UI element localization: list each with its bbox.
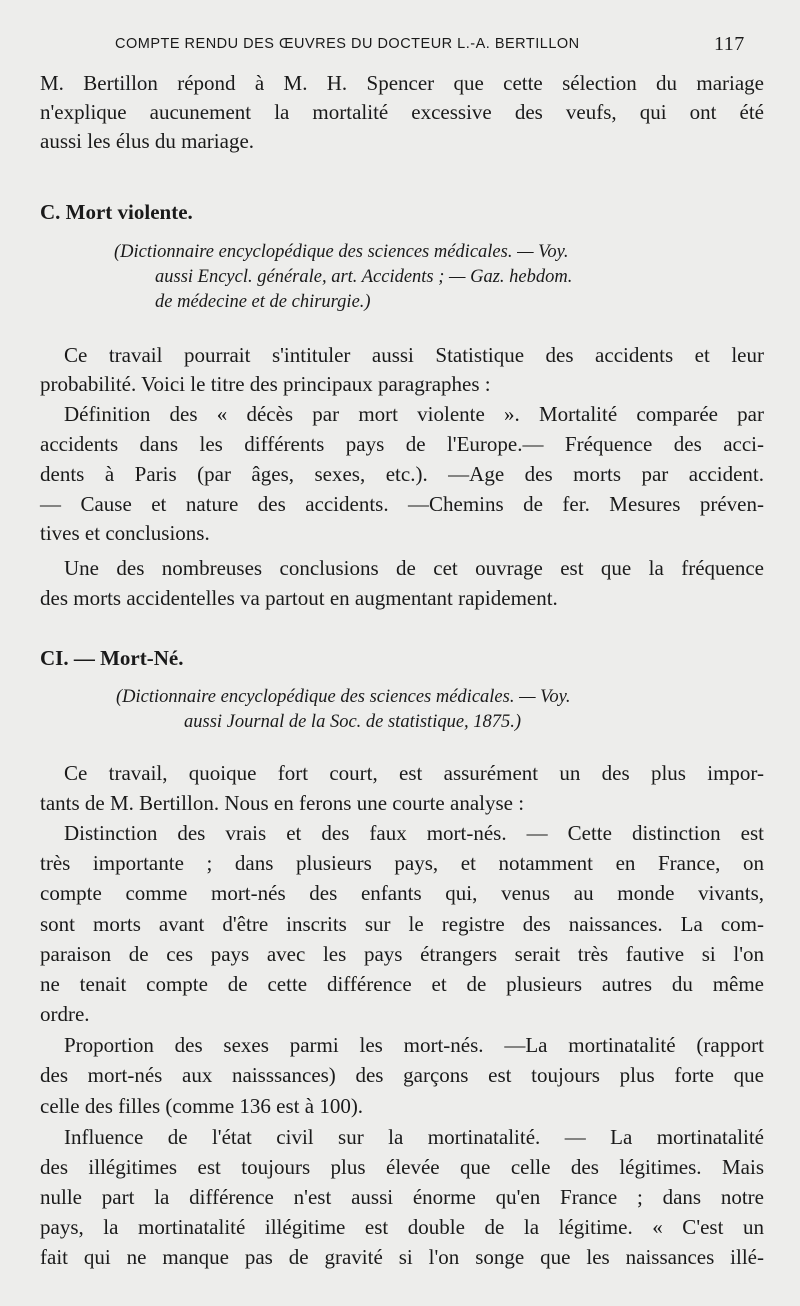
paragraph-line: des morts accidentelles va partout en augmentant rapidement. — [40, 586, 558, 610]
paragraph-line: probabilité. Voici le titre des principaux paragraphes : — [40, 372, 491, 396]
paragraph-line: ne tenait compte de cette différence et de plusieurs autres du même — [40, 972, 764, 996]
paragraph-line: fait qui ne manque pas de gravité si l'on songe que les naissances illé- — [40, 1245, 764, 1269]
page-number: 117 — [714, 33, 745, 55]
section-heading-mort-ne: CI. — Mort-Né. — [40, 646, 184, 670]
paragraph-line: accidents dans les différents pays de l'Europe.— Fréquence des acci- — [40, 432, 764, 456]
reference-line-1: (Dictionnaire encyclopédique des sciences médicales. — Voy. — [114, 242, 569, 262]
intro-line-3: aussi les élus du mariage. — [40, 129, 255, 153]
paragraph-line: des illégitimes est toujours plus élevée que celle des légitimes. Mais — [40, 1155, 764, 1179]
paragraph-line: celle des filles (comme 136 est à 100). — [40, 1094, 364, 1118]
paragraph-line: dents à Paris (par âges, sexes, etc.). —Age des morts par accident. — [40, 462, 764, 486]
paragraph-line: Distinction des vrais et des faux mort-nés. — Cette distinction est — [64, 821, 764, 845]
paragraph-line: Proportion des sexes parmi les mort-nés. —La mortinatalité (rapport — [64, 1033, 764, 1057]
paragraph-line: Influence de l'état civil sur la mortinatalité. — La mortinatalité — [64, 1125, 764, 1149]
paragraph-line: très importante ; dans plusieurs pays, et notamment en France, on — [40, 851, 764, 875]
paragraph-line: tants de M. Bertillon. Nous en ferons une courte analyse : — [40, 791, 525, 815]
paragraph-line: Définition des « décès par mort violente ». Mortalité comparée par — [64, 402, 764, 426]
paragraph-line: pays, la mortinatalité illégitime est double de la légitime. « C'est un — [40, 1215, 764, 1239]
paragraph-line: compte comme mort-nés des enfants qui, venus au monde vivants, — [40, 881, 764, 905]
paragraph-line: tives et conclusions. — [40, 521, 210, 545]
paragraph-line: paraison de ces pays avec les pays étrangers serait très fautive si l'on — [40, 942, 764, 966]
intro-line-2: n'explique aucunement la mortalité excessive des veufs, qui ont été — [40, 100, 764, 124]
paragraph-line: — Cause et nature des accidents. —Chemins de fer. Mesures préven- — [40, 492, 764, 516]
running-title: COMPTE RENDU DES ŒUVRES DU DOCTEUR L.-A. BERTILLON — [115, 36, 580, 52]
paragraph-line: Une des nombreuses conclusions de cet ouvrage est que la fréquence — [64, 556, 764, 580]
paragraph-line: des mort-nés aux naisssances) des garçons est toujours plus forte que — [40, 1063, 764, 1087]
page-header — [0, 33, 800, 60]
paragraph-line: Ce travail, quoique fort court, est assurément un des plus impor- — [64, 761, 764, 785]
intro-line-1: M. Bertillon répond à M. H. Spencer que cette sélection du mariage — [40, 71, 764, 95]
paragraph-line: sont morts avant d'être inscrits sur le registre des naissances. La com- — [40, 912, 764, 936]
reference-line-2: aussi Journal de la Soc. de statistique, 1875.) — [184, 712, 522, 732]
section-heading-mort-violente: C. Mort violente. — [40, 200, 193, 224]
paragraph-line: ordre. — [40, 1002, 90, 1026]
reference-line-2: aussi Encycl. générale, art. Accidents ; — Gaz. hebdom. — [155, 267, 573, 287]
reference-line-3: de médecine et de chirurgie.) — [155, 292, 371, 312]
paragraph-line: Ce travail pourrait s'intituler aussi Statistique des accidents et leur — [64, 343, 764, 367]
reference-line-1: (Dictionnaire encyclopédique des sciences médicales. — Voy. — [116, 687, 571, 707]
paragraph-line: nulle part la différence n'est aussi énorme qu'en France ; dans notre — [40, 1185, 764, 1209]
